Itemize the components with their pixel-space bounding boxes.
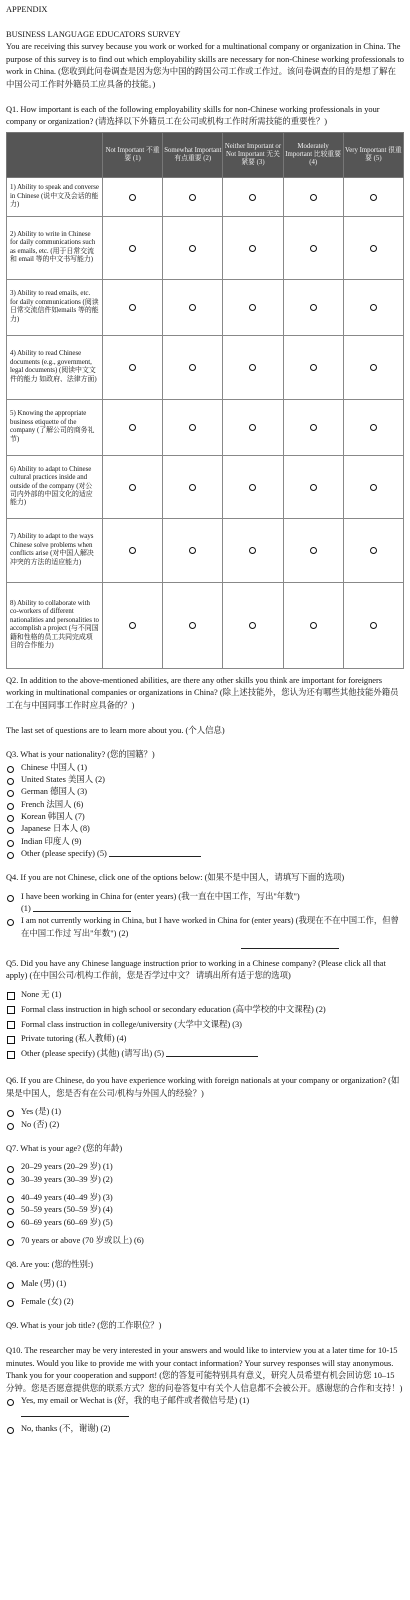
radio-button[interactable] <box>129 547 136 554</box>
radio-button[interactable] <box>7 1282 14 1289</box>
q1-row-label: 6) Ability to adapt to Chinese cultural practices inside and outside of the company (对公司内外部的中国文化的适应能力) <box>7 455 103 518</box>
q1-col-header: Very Important 很重要 (5) <box>343 132 403 177</box>
radio-button[interactable] <box>7 1178 14 1185</box>
other-text-field[interactable] <box>166 1048 258 1057</box>
option-label: None 无 (1) <box>21 990 62 1000</box>
q1-col-header: Moderately Important 比较重要 (4) <box>283 132 343 177</box>
q10-contact-line <box>6 1408 404 1417</box>
q1-header-row <box>7 132 404 177</box>
option-label: French 法国人 (6) <box>21 799 84 809</box>
radio-button[interactable] <box>310 484 317 491</box>
q1-row-label: 1) Ability to speak and converse in Chinese (说中文及会话的能力) <box>7 177 103 216</box>
q1-row <box>7 518 404 582</box>
survey-intro: You are receiving this survey because you work or worked for a multinational company or organization in China. The purpose of this survey is to find out which employability skills are necessary for non-Chinese working professionals to work in China. (您收到此问卷调查是因为您为中国的跨国公司工作或工作过。该问卷调查的目的是想了解在中国公司工作时外籍员工应具备的技能。) <box>6 42 404 89</box>
radio-button[interactable] <box>310 304 317 311</box>
option-label: Formal class instruction in college/university (大学中文课程) (3) <box>21 1019 242 1029</box>
radio-button[interactable] <box>129 194 136 201</box>
option-label: Chinese 中国人 (1) <box>21 762 88 772</box>
q7-option[interactable] <box>6 1217 404 1229</box>
option-label: 20–29 years (20–29 岁) (1) <box>21 1162 113 1172</box>
radio-button[interactable] <box>370 547 377 554</box>
q7-option[interactable] <box>6 1174 404 1186</box>
radio-button[interactable] <box>310 194 317 201</box>
q8-options <box>6 1278 404 1309</box>
radio-button[interactable] <box>129 304 136 311</box>
radio-button[interactable] <box>249 622 256 629</box>
option-label: Other (please specify) (5) <box>21 848 107 858</box>
radio-button[interactable] <box>7 766 14 773</box>
q5-text: Q5. Did you have any Chinese language instruction prior to working in a Chinese company? (Please click all that apply) (在中国公司/机构工作前，您是否学过中文？ 请填出所有适于您的选项) <box>6 958 386 981</box>
q3-option[interactable] <box>6 848 404 860</box>
years-text-field[interactable] <box>33 903 131 912</box>
radio-button[interactable] <box>7 1399 14 1406</box>
q7-text: Q7. What is your age? (您的年龄) <box>6 1143 123 1153</box>
q8-option[interactable] <box>6 1296 404 1308</box>
radio-button[interactable] <box>7 827 14 834</box>
q4-option[interactable] <box>6 891 404 903</box>
other-text-field[interactable] <box>109 848 201 857</box>
q1-row <box>7 279 404 335</box>
radio-button[interactable] <box>310 622 317 629</box>
q7-option[interactable] <box>6 1235 404 1247</box>
radio-button[interactable] <box>189 304 196 311</box>
q5-option[interactable] <box>6 1004 404 1019</box>
radio-button[interactable] <box>249 304 256 311</box>
q7-option[interactable] <box>6 1192 404 1204</box>
radio-button[interactable] <box>189 622 196 629</box>
radio-button[interactable] <box>7 919 14 926</box>
q5-option[interactable] <box>6 989 404 1004</box>
q7-options <box>6 1161 404 1247</box>
radio-button[interactable] <box>310 424 317 431</box>
radio-button[interactable] <box>189 364 196 371</box>
q9-text: Q9. What is your job title? (您的工作职位？) <box>6 1321 162 1331</box>
option-label: No (否) (2) <box>21 1119 60 1129</box>
contact-text-field[interactable] <box>21 1408 129 1417</box>
option-label: Indian 印度人 (9) <box>21 836 82 846</box>
option-label: Yes (是) (1) <box>21 1107 62 1117</box>
radio-button[interactable] <box>7 1221 14 1228</box>
q4-years-line <box>6 940 404 949</box>
q10-option[interactable] <box>6 1395 404 1407</box>
radio-button[interactable] <box>370 304 377 311</box>
q1-col-header: Not Important 不重要 (1) <box>103 132 163 177</box>
q6-options <box>6 1106 404 1131</box>
q1-row-label: 3) Ability to read emails, etc. for daily communications (阅读日常交流信件如emails 等的能力) <box>7 279 103 335</box>
radio-button[interactable] <box>370 484 377 491</box>
q1-row-label: 2) Ability to write in Chinese for daily communications such as emails, etc. (用于日常交流和 email 等的中文书写能力) <box>7 216 103 279</box>
radio-button[interactable] <box>7 790 14 797</box>
radio-button[interactable] <box>7 1110 14 1117</box>
q1-text: Q1. How important is each of the following employability skills for non-Chinese working professionals in your company or organization? (请选择以下外籍员工在公司或机构工作时所需技能的重要性？) <box>6 104 380 127</box>
option-label: No, thanks (不，谢谢) (2) <box>21 1423 111 1433</box>
checkbox[interactable] <box>7 1006 15 1014</box>
last-set-note: The last set of questions are to learn more about you. (个人信息) <box>6 725 225 735</box>
q1-row-label: 7) Ability to adapt to the ways Chinese solve problems when conflicts arise (对中国人解决冲突的方法的适应能力) <box>7 518 103 582</box>
q5-option[interactable] <box>6 1033 404 1048</box>
checkbox[interactable] <box>7 1021 15 1029</box>
radio-button[interactable] <box>7 895 14 902</box>
q1-matrix <box>6 132 404 669</box>
radio-button[interactable] <box>129 245 136 252</box>
q5-options <box>6 989 404 1063</box>
checkbox[interactable] <box>7 1051 15 1059</box>
q8-text: Q8. Are you: (您的性别:) <box>6 1260 93 1270</box>
q1-row <box>7 582 404 668</box>
radio-button[interactable] <box>249 364 256 371</box>
radio-button[interactable] <box>7 1300 14 1307</box>
q6-option[interactable] <box>6 1119 404 1131</box>
q10-text: Q10. The researcher may be very interested in your answers and would like to interview you at a later time for 10-15 minutes. Would you like to provide me with your contact information? Your survey responses will stay anonymous. Thank you for your cooperation and support! (您的答复可能特别具有意义，研究人员希望有机会回访您 10–15 分钟。您是否愿意提供您的联系方式？您的问卷答复中有关个人信息都不会被公开。感谢您的合作和支持！) <box>6 1345 403 1393</box>
q1-corner-cell <box>7 132 103 177</box>
q1-row <box>7 177 404 216</box>
radio-button[interactable] <box>310 364 317 371</box>
radio-button[interactable] <box>310 245 317 252</box>
radio-button[interactable] <box>249 424 256 431</box>
option-label: Korean 韩国人 (7) <box>21 811 85 821</box>
option-label: German 德国人 (3) <box>21 787 88 797</box>
appendix-heading: APPENDIX <box>6 5 48 14</box>
q3-option[interactable] <box>6 836 404 848</box>
checkbox[interactable] <box>7 1036 15 1044</box>
radio-button[interactable] <box>7 803 14 810</box>
option-label: Other (please specify) (其他) (请写出) (5) <box>21 1049 165 1059</box>
radio-button[interactable] <box>310 547 317 554</box>
radio-button[interactable] <box>370 245 377 252</box>
option-label: 60–69 years (60–69 岁) (5) <box>21 1217 113 1227</box>
survey-title: BUSINESS LANGUAGE EDUCATORS SURVEY <box>6 29 181 39</box>
q3-text: Q3. What is your nationality? (您的国籍？) <box>6 750 155 760</box>
q1-col-header: Neither Important or Not Important 无关紧要 (3) <box>223 132 283 177</box>
q6-option[interactable] <box>6 1106 404 1118</box>
q8-option[interactable] <box>6 1278 404 1290</box>
q1-row <box>7 455 404 518</box>
radio-button[interactable] <box>7 1123 14 1130</box>
radio-button[interactable] <box>129 622 136 629</box>
radio-button[interactable] <box>249 194 256 201</box>
option-label: 30–39 years (30–39 岁) (2) <box>21 1174 113 1184</box>
radio-button[interactable] <box>7 852 14 859</box>
option-label: Formal class instruction in high school or secondary education (高中学校的中文课程) (2) <box>21 1004 326 1014</box>
option-label: 40–49 years (40–49 岁) (3) <box>21 1193 113 1203</box>
option-label: Male (男) (1) <box>21 1278 67 1288</box>
q1-row-label: 8) Ability to collaborate with co-workers of different nationalities and personalities to accomplish a project (与不同国籍和性格的员工共同完成项目的合作能力) <box>7 582 103 668</box>
radio-button[interactable] <box>7 815 14 822</box>
radio-button[interactable] <box>249 245 256 252</box>
radio-button[interactable] <box>189 547 196 554</box>
q6-text: Q6. If you are Chinese, do you have experience working with foreign nationals at your company or organization? (如果是中国人，您是否有在公司/机构与外国人的经验？) <box>6 1076 400 1098</box>
survey-page <box>6 4 404 1435</box>
radio-button[interactable] <box>189 245 196 252</box>
radio-button[interactable] <box>7 1208 14 1215</box>
radio-button[interactable] <box>7 778 14 785</box>
q4-option[interactable] <box>6 915 404 940</box>
q1-row <box>7 399 404 455</box>
radio-button[interactable] <box>129 364 136 371</box>
q3-option[interactable] <box>6 823 404 835</box>
q2-text: Q2. In addition to the above-mentioned abilities, are there any other skills you think are important for foreigners working in multinational companies or organizations in China? (除上述技能外，您认为还有哪些其他技能外籍员工在与中国同事工作时应具备的？) <box>6 675 399 710</box>
radio-button[interactable] <box>189 194 196 201</box>
radio-button[interactable] <box>370 424 377 431</box>
q3-options <box>6 762 404 860</box>
radio-button[interactable] <box>7 840 14 847</box>
radio-button[interactable] <box>249 547 256 554</box>
option-label: Japanese 日本人 (8) <box>21 824 90 834</box>
q5-option[interactable] <box>6 1019 404 1034</box>
q3-option[interactable] <box>6 762 404 774</box>
radio-button[interactable] <box>249 484 256 491</box>
q1-col-header: Somewhat Important 有点重要 (2) <box>163 132 223 177</box>
radio-button[interactable] <box>370 622 377 629</box>
option-label: 70 years or above (70 岁或以上) (6) <box>21 1235 144 1245</box>
q1-row <box>7 335 404 399</box>
q1-row-label: 4) Ability to read Chinese documents (e.g., government, legal documents) (阅读中文文件的能力 如政府、法律方面) <box>7 335 103 399</box>
q4-years-line <box>6 903 404 915</box>
q3-option[interactable] <box>6 799 404 811</box>
years-text-field[interactable] <box>241 940 339 949</box>
option-label: I have been working in China for (enter years) (我一直在中国工作，写出"年数") <box>21 891 300 901</box>
option-label: Female (女) (2) <box>21 1297 74 1307</box>
q10-option[interactable] <box>6 1423 404 1435</box>
radio-button[interactable] <box>129 484 136 491</box>
radio-button[interactable] <box>370 364 377 371</box>
q3-option[interactable] <box>6 811 404 823</box>
q1-row-label: 5) Knowing the appropriate business etiquette of the company (了解公司的商务礼节) <box>7 399 103 455</box>
q7-option[interactable] <box>6 1161 404 1173</box>
radio-button[interactable] <box>7 1239 14 1246</box>
radio-button[interactable] <box>189 484 196 491</box>
q1-row <box>7 216 404 279</box>
option-label: I am not currently working in China, but I have worked in China for (enter years) (我现在不在中国工作，但曾在中国工作过 写出"年数") (2) <box>21 916 399 938</box>
q3-option[interactable] <box>6 774 404 786</box>
radio-button[interactable] <box>370 194 377 201</box>
radio-button[interactable] <box>7 1427 14 1434</box>
radio-button[interactable] <box>7 1166 14 1173</box>
radio-button[interactable] <box>129 424 136 431</box>
option-number: (1) <box>21 903 31 913</box>
option-label: Yes, my email or Wechat is (好，我的电子邮件或者微信号是) (1) <box>21 1396 250 1406</box>
q5-option[interactable] <box>6 1048 404 1063</box>
option-label: United States 美国人 (2) <box>21 775 105 785</box>
radio-button[interactable] <box>189 424 196 431</box>
option-label: Private tutoring (私人教师) (4) <box>21 1034 127 1044</box>
option-label: 50–59 years (50–59 岁) (4) <box>21 1205 113 1215</box>
q4-text: Q4. If you are not Chinese, click one of the options below: (如果不是中国人，请填写下面的选项) <box>6 873 345 883</box>
q7-option[interactable] <box>6 1204 404 1216</box>
q3-option[interactable] <box>6 786 404 798</box>
checkbox[interactable] <box>7 992 15 1000</box>
radio-button[interactable] <box>7 1196 14 1203</box>
